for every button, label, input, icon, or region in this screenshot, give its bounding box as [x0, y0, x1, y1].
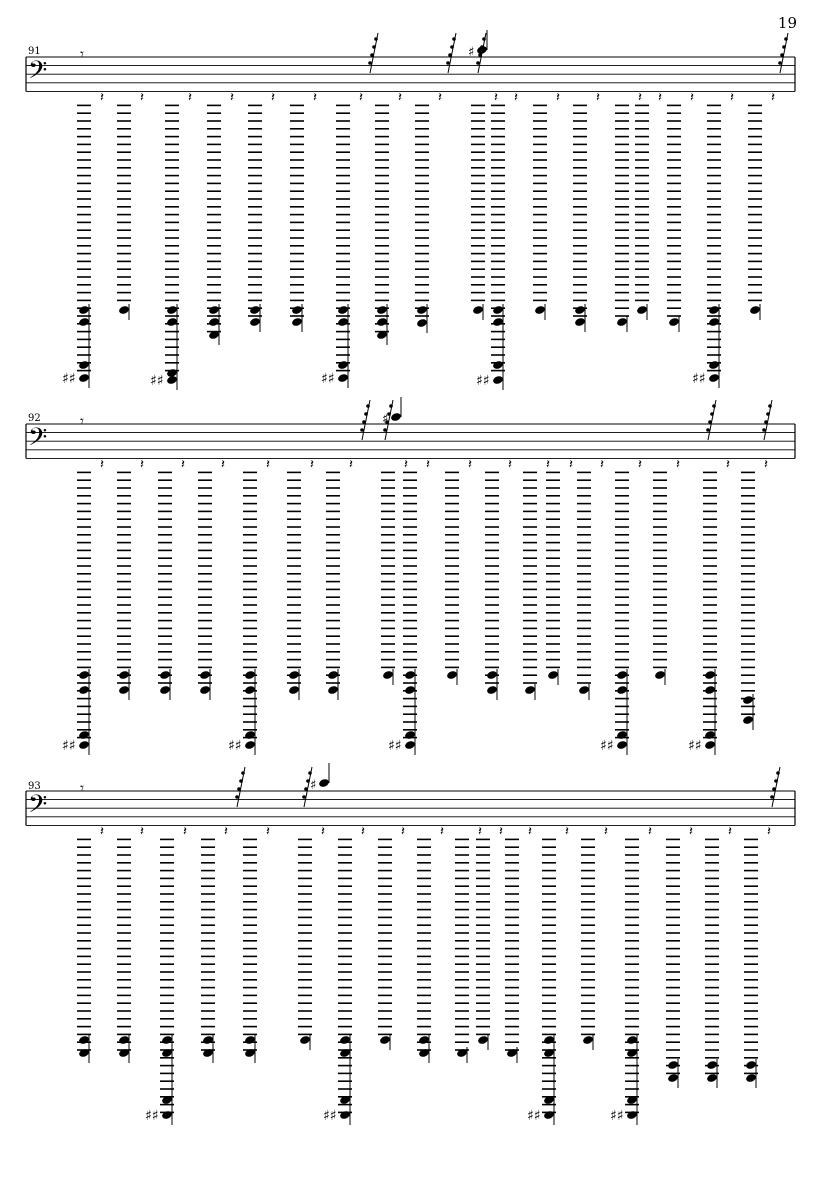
- notehead: [616, 740, 628, 750]
- grace-notehead: [366, 404, 370, 408]
- grace-notehead: [372, 45, 376, 49]
- measure-number-92: 92: [28, 413, 41, 424]
- grace-notehead: [770, 795, 774, 799]
- quarter-rest: 𝄽: [728, 824, 732, 840]
- quarter-rest: 𝄽: [726, 457, 730, 473]
- bass-clef-icon: 𝄢: [28, 790, 48, 825]
- notehead: [543, 1035, 555, 1045]
- notehead: [244, 670, 256, 680]
- notehead: [626, 1110, 638, 1120]
- grace-notehead: [389, 404, 393, 408]
- quarter-rest: 𝄽: [188, 90, 192, 106]
- notehead: [547, 670, 559, 680]
- quarter-rest: 𝄽: [767, 824, 771, 840]
- quarter-rest: 𝄽: [438, 90, 442, 106]
- notehead: [492, 375, 504, 385]
- quarter-rest: 𝄽: [398, 90, 402, 106]
- grace-notehead: [241, 771, 245, 775]
- notehead: [159, 670, 171, 680]
- notehead: [667, 1073, 679, 1083]
- notehead: [337, 317, 349, 327]
- notehead: [742, 715, 754, 725]
- notehead: [616, 685, 628, 695]
- grace-notehead: [368, 61, 372, 65]
- notehead: [708, 360, 720, 370]
- quarter-rest: 𝄽: [100, 824, 104, 840]
- grace-notehead: [776, 771, 780, 775]
- notehead: [704, 685, 716, 695]
- notehead: [208, 305, 220, 315]
- grace-notehead: [362, 420, 366, 424]
- notehead: [339, 1110, 351, 1120]
- quarter-rest: 𝄽: [771, 90, 775, 106]
- quarter-rest: 𝄽: [271, 90, 275, 106]
- notehead: [208, 317, 220, 327]
- quarter-rest: 𝄽: [313, 90, 317, 106]
- grace-notehead: [762, 428, 766, 432]
- measure-number-93: 93: [28, 781, 41, 792]
- grace-notehead: [374, 37, 378, 41]
- notehead: [636, 305, 648, 315]
- sharp-accidental: ♯♯: [321, 371, 335, 387]
- quarter-rest: 𝄽: [478, 824, 482, 840]
- notehead: [616, 670, 628, 680]
- grace-notehead: [450, 45, 454, 49]
- notehead: [616, 730, 628, 740]
- notehead: [706, 1073, 718, 1083]
- notehead: [708, 373, 720, 383]
- notehead: [446, 670, 458, 680]
- grace-notehead: [370, 53, 374, 57]
- notehead: [404, 730, 416, 740]
- sharp-accidental: ♯♯: [145, 1108, 159, 1124]
- quarter-rest: 𝄽: [638, 457, 642, 473]
- notehead: [376, 317, 388, 327]
- notehead: [492, 305, 504, 315]
- notehead: [337, 373, 349, 383]
- quarter-rest: 𝄽: [689, 824, 693, 840]
- quarter-rest: 𝄽: [604, 824, 608, 840]
- grace-notehead: [766, 412, 770, 416]
- notehead: [416, 305, 428, 315]
- grace-notehead: [712, 404, 716, 408]
- sharp-accidental: ♯♯: [62, 371, 76, 387]
- sharp-accidental: ♯♯: [692, 371, 706, 387]
- notehead: [118, 305, 130, 315]
- high-notehead: [390, 412, 402, 422]
- grace-notehead: [482, 37, 486, 41]
- sharp-accidental: ♯: [382, 412, 389, 427]
- eighth-rest: 𝄾: [80, 412, 84, 430]
- notehead: [78, 740, 90, 750]
- notehead: [524, 685, 536, 695]
- quarter-rest: 𝄽: [658, 90, 662, 106]
- notehead: [379, 1035, 391, 1045]
- high-notehead: [476, 45, 488, 55]
- notehead: [299, 1035, 311, 1045]
- notehead: [382, 670, 394, 680]
- quarter-rest: 𝄽: [730, 90, 734, 106]
- sharp-accidental: ♯♯: [62, 738, 76, 754]
- notehead: [159, 685, 171, 695]
- quarter-rest: 𝄽: [648, 824, 652, 840]
- quarter-rest: 𝄽: [596, 90, 600, 106]
- grace-notehead: [237, 787, 241, 791]
- notehead: [742, 695, 754, 705]
- sharp-accidental: ♯♯: [228, 738, 242, 754]
- quarter-rest: 𝄽: [468, 457, 472, 473]
- quarter-rest: 𝄽: [221, 457, 225, 473]
- grace-notehead: [383, 428, 387, 432]
- notehead: [667, 1060, 679, 1070]
- notehead: [118, 1035, 130, 1045]
- notehead: [404, 740, 416, 750]
- quarter-rest: 𝄽: [764, 457, 768, 473]
- quarter-rest: 𝄽: [100, 90, 104, 106]
- quarter-rest: 𝄽: [140, 457, 144, 473]
- quarter-rest: 𝄽: [528, 824, 532, 840]
- notehead: [745, 1060, 757, 1070]
- notehead: [616, 317, 628, 327]
- grace-notehead: [360, 428, 364, 432]
- notehead: [404, 670, 416, 680]
- notehead: [582, 1035, 594, 1045]
- page-number: 19: [777, 14, 797, 32]
- high-notehead: [318, 778, 330, 788]
- quarter-rest: 𝄽: [224, 824, 228, 840]
- notehead: [327, 685, 339, 695]
- grace-notehead: [774, 779, 778, 783]
- notehead: [708, 305, 720, 315]
- quarter-rest: 𝄽: [494, 90, 498, 106]
- quarter-rest: 𝄽: [401, 824, 405, 840]
- notehead: [337, 360, 349, 370]
- grace-notehead: [782, 45, 786, 49]
- quarter-rest: 𝄽: [321, 824, 325, 840]
- quarter-rest: 𝄽: [310, 457, 314, 473]
- sharp-accidental: ♯: [310, 778, 317, 793]
- quarter-rest: 𝄽: [514, 90, 518, 106]
- notehead: [418, 1035, 430, 1045]
- notehead: [337, 305, 349, 315]
- sharp-accidental: ♯: [468, 45, 475, 60]
- sharp-accidental: ♯♯: [323, 1108, 337, 1124]
- notehead: [118, 685, 130, 695]
- sharp-accidental: ♯♯: [688, 738, 702, 754]
- grace-notehead: [302, 795, 306, 799]
- notehead: [668, 317, 680, 327]
- notehead: [654, 670, 666, 680]
- notehead: [78, 730, 90, 740]
- notehead: [404, 685, 416, 695]
- grace-notehead: [708, 420, 712, 424]
- notehead: [574, 317, 586, 327]
- quarter-rest: 𝄽: [546, 457, 550, 473]
- notehead: [376, 305, 388, 315]
- grace-notehead: [710, 412, 714, 416]
- quarter-rest: 𝄽: [266, 824, 270, 840]
- notehead: [78, 685, 90, 695]
- notehead: [704, 730, 716, 740]
- notehead: [78, 670, 90, 680]
- notehead: [166, 317, 178, 327]
- grace-notehead: [448, 53, 452, 57]
- notehead: [244, 685, 256, 695]
- grace-notehead: [778, 61, 782, 65]
- notehead: [202, 1035, 214, 1045]
- quarter-rest: 𝄽: [600, 457, 604, 473]
- notehead: [244, 730, 256, 740]
- notehead: [118, 670, 130, 680]
- notehead: [534, 305, 546, 315]
- eighth-rest: 𝄾: [80, 45, 84, 63]
- notehead: [78, 305, 90, 315]
- quarter-rest: 𝄽: [349, 457, 353, 473]
- quarter-rest: 𝄽: [100, 457, 104, 473]
- notehead: [78, 373, 90, 383]
- quarter-rest: 𝄽: [140, 90, 144, 106]
- sharp-accidental: ♯♯: [150, 373, 164, 389]
- sharp-accidental: ♯♯: [527, 1108, 541, 1124]
- quarter-rest: 𝄽: [426, 457, 430, 473]
- quarter-rest: 𝄽: [230, 90, 234, 106]
- notehead: [543, 1110, 555, 1120]
- notehead: [486, 685, 498, 695]
- notehead: [244, 1035, 256, 1045]
- notehead: [416, 318, 428, 328]
- quarter-rest: 𝄽: [569, 457, 573, 473]
- grace-notehead: [476, 61, 480, 65]
- sharp-accidental: ♯♯: [476, 373, 490, 389]
- notehead: [704, 740, 716, 750]
- bass-clef-icon: 𝄢: [28, 423, 48, 458]
- notehead: [574, 305, 586, 315]
- notehead: [161, 1110, 173, 1120]
- quarter-rest: 𝄽: [404, 457, 408, 473]
- quarter-rest: 𝄽: [440, 824, 444, 840]
- quarter-rest: 𝄽: [565, 824, 569, 840]
- notehead: [78, 360, 90, 370]
- quarter-rest: 𝄽: [638, 90, 642, 106]
- notehead: [199, 670, 211, 680]
- grace-notehead: [235, 795, 239, 799]
- notehead: [486, 670, 498, 680]
- notehead: [706, 1060, 718, 1070]
- notehead: [249, 317, 261, 327]
- notehead: [249, 305, 261, 315]
- notehead: [339, 1035, 351, 1045]
- notehead: [472, 305, 484, 315]
- notehead: [161, 1035, 173, 1045]
- quarter-rest: 𝄽: [359, 90, 363, 106]
- grace-notehead: [780, 53, 784, 57]
- quarter-rest: 𝄽: [266, 457, 270, 473]
- grace-notehead: [304, 787, 308, 791]
- grace-notehead: [768, 404, 772, 408]
- notehead: [244, 740, 256, 750]
- bass-clef-icon: 𝄢: [28, 56, 48, 91]
- notehead: [78, 1035, 90, 1045]
- notehead: [492, 317, 504, 327]
- sharp-accidental: ♯♯: [600, 738, 614, 754]
- quarter-rest: 𝄽: [690, 90, 694, 106]
- quarter-rest: 𝄽: [676, 457, 680, 473]
- grace-notehead: [446, 61, 450, 65]
- notehead: [704, 670, 716, 680]
- quarter-rest: 𝄽: [181, 457, 185, 473]
- quarter-rest: 𝄽: [361, 824, 365, 840]
- grace-notehead: [764, 420, 768, 424]
- notehead: [477, 1035, 489, 1045]
- notehead: [708, 317, 720, 327]
- notehead: [749, 305, 761, 315]
- quarter-rest: 𝄽: [556, 90, 560, 106]
- notehead: [166, 375, 178, 385]
- notehead: [288, 670, 300, 680]
- notehead: [199, 685, 211, 695]
- notehead: [578, 685, 590, 695]
- grace-notehead: [239, 779, 243, 783]
- sharp-accidental: ♯♯: [610, 1108, 624, 1124]
- notehead: [745, 1073, 757, 1083]
- grace-notehead: [706, 428, 710, 432]
- notehead: [626, 1035, 638, 1045]
- sharp-accidental: ♯♯: [388, 738, 402, 754]
- quarter-rest: 𝄽: [508, 457, 512, 473]
- eighth-rest: 𝄾: [80, 779, 84, 797]
- notehead: [291, 305, 303, 315]
- notehead: [78, 317, 90, 327]
- notehead: [288, 685, 300, 695]
- grace-notehead: [772, 787, 776, 791]
- measure-number-91: 91: [28, 46, 41, 57]
- quarter-rest: 𝄽: [183, 824, 187, 840]
- grace-notehead: [452, 37, 456, 41]
- quarter-rest: 𝄽: [499, 824, 503, 840]
- grace-notehead: [784, 37, 788, 41]
- grace-notehead: [364, 412, 368, 416]
- quarter-rest: 𝄽: [140, 824, 144, 840]
- grace-notehead: [308, 771, 312, 775]
- notehead: [166, 305, 178, 315]
- notehead: [492, 360, 504, 370]
- notehead: [327, 670, 339, 680]
- notehead: [291, 317, 303, 327]
